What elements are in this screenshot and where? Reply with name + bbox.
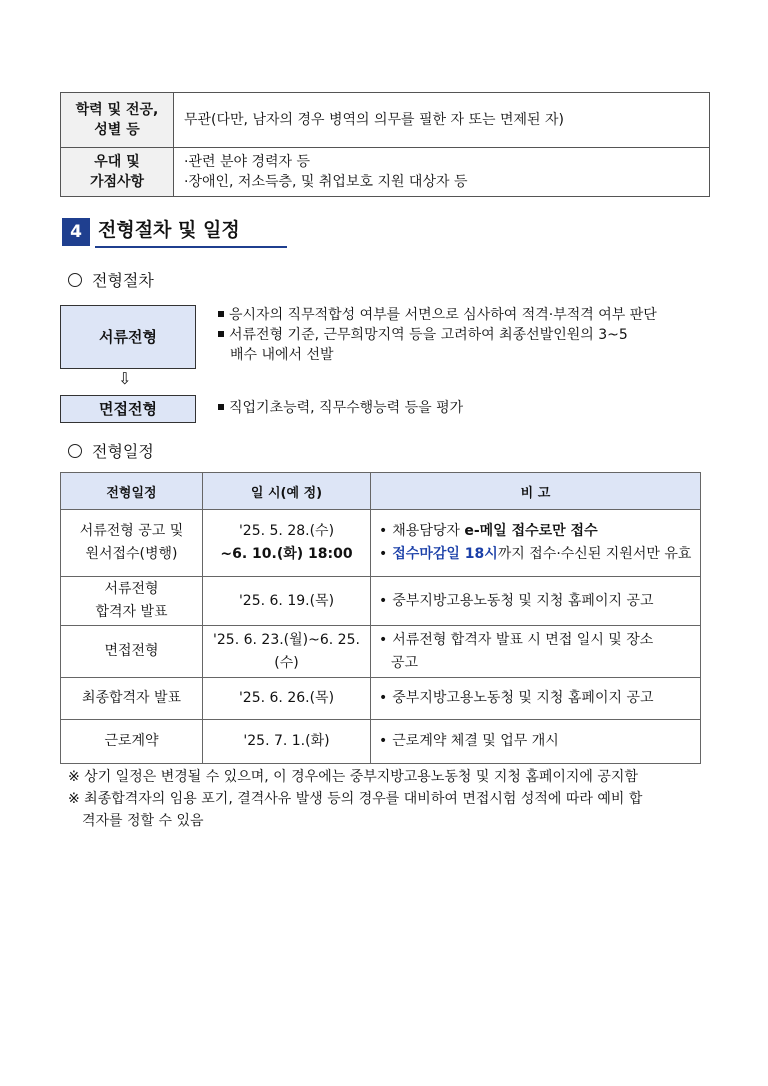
table-row: [61, 510, 701, 577]
column-header: 일 시(예 정): [203, 473, 371, 510]
note-text: 근로계약 체결 및 업무 개시: [392, 733, 559, 749]
bullet-text: 서류전형 기준, 근무희망지역 등을 고려하여 최종선발인원의 3~5: [229, 327, 628, 343]
row-header: [61, 93, 174, 148]
header-line: 학력 및 전공,: [75, 102, 159, 118]
stage-cell: 최종합격자 발표: [61, 678, 203, 720]
row-value: [174, 148, 710, 197]
note-cell: [371, 510, 701, 577]
note-text: 공고: [391, 654, 419, 671]
note-line: • 서류전형 합격자 발표 시 면접 일시 및 장소: [379, 631, 654, 648]
column-header: 전형일정: [61, 473, 203, 510]
stage-document-box: 서류전형: [60, 305, 196, 369]
note-cell: • 중부지방고용노동청 및 지청 홈페이지 공고: [371, 577, 701, 626]
bullet-text: 배수 내에서 선발: [230, 347, 334, 363]
date-cell: [203, 510, 371, 577]
cell-line: 합격자 발표: [95, 604, 168, 620]
square-bullet-icon: [218, 404, 224, 410]
cell-line: '25. 5. 28.(수): [238, 523, 335, 539]
cell-line: 서류전형: [104, 581, 159, 597]
cell-line: 서류전형 공고 및: [79, 523, 184, 539]
circle-bullet-icon: [68, 444, 82, 458]
table-row: [61, 678, 701, 720]
table-row: [61, 148, 710, 197]
schedule-subtitle: [68, 441, 154, 463]
stage-cell: [61, 577, 203, 626]
section-number-badge: 4: [62, 218, 90, 246]
note-line: • 접수마감일 18시까지 접수·수신된 지원서만 유효: [379, 546, 692, 562]
stage-cell: 근로계약: [61, 720, 203, 764]
header-line: 성별 등: [94, 122, 140, 138]
footnote-line: ※ 최종합격자의 임용 포기, 결격사유 발생 등의 경우를 대비하여 면접시험 성적에 따라 예비 합: [68, 791, 643, 807]
circle-bullet-icon: [68, 273, 82, 287]
requirements-table: [60, 92, 710, 197]
note-text: 까지 접수·수신된 지원서만 유효: [497, 546, 692, 562]
table-row: [61, 93, 710, 148]
note-cell: • 근로계약 체결 및 업무 개시: [371, 720, 701, 764]
cell-line: ~6. 10.(화) 18:00: [220, 546, 353, 562]
table-header-row: [61, 473, 701, 510]
bullet-text: 응시자의 직무적합성 여부를 서면으로 심사하여 적격·부적격 여부 판단: [229, 307, 657, 323]
stage-cell: 면접전형: [61, 626, 203, 678]
section-title: 전형절차 및 일정: [98, 219, 240, 241]
note-text-highlight: 접수마감일 18시: [392, 546, 498, 562]
note-text: 서류전형 합격자 발표 시 면접 일시 및 장소: [392, 631, 654, 648]
stage-interview-box: 면접전형: [60, 395, 196, 423]
table-row: [61, 626, 701, 678]
date-cell: '25. 7. 1.(화): [203, 720, 371, 764]
value-line: ·장애인, 저소득층, 및 취업보호 지원 대상자 등: [184, 174, 468, 190]
stage-interview-description: [218, 398, 463, 418]
note-cell: [371, 626, 701, 678]
date-cell: '25. 6. 23.(월)~6. 25.(수): [203, 626, 371, 678]
column-header: 비 고: [371, 473, 701, 510]
cell-line: 원서접수(병행): [85, 546, 178, 562]
header-line: 가점사항: [89, 174, 145, 190]
value-line: ·관련 분야 경력자 등: [184, 154, 310, 170]
procedure-subtitle: [68, 270, 154, 292]
bullet-text: 직업기초능력, 직무수행능력 등을 평가: [229, 400, 464, 416]
stage-document-description: [218, 305, 718, 365]
note-text-emphasis: e-메일 접수로만 접수: [464, 523, 598, 539]
section-underline: [95, 246, 287, 248]
square-bullet-icon: [218, 311, 224, 317]
footnotes: [68, 766, 718, 832]
table-row: [61, 577, 701, 626]
bullet-item: [218, 345, 718, 365]
footnote-line: ※ 상기 일정은 변경될 수 있으며, 이 경우에는 중부지방고용노동청 및 지청 홈페이지에 공지함: [68, 769, 638, 785]
row-header: [61, 148, 174, 197]
stage-cell: [61, 510, 203, 577]
procedure-subtitle-text: 전형절차: [92, 271, 154, 290]
date-cell: '25. 6. 19.(목): [203, 577, 371, 626]
table-row: [61, 720, 701, 764]
bullet-item: [218, 325, 718, 345]
schedule-table: [60, 472, 701, 764]
schedule-subtitle-text: 전형일정: [92, 442, 154, 461]
note-line: • 채용담당자 e-메일 접수로만 접수: [379, 523, 598, 539]
note-text: 채용담당자: [392, 523, 465, 539]
header-line: 우대 및: [94, 154, 140, 170]
bullet-item: [218, 305, 718, 325]
date-cell: '25. 6. 26.(목): [203, 678, 371, 720]
down-arrow-icon: ⇩: [118, 369, 132, 388]
note-cell: • 중부지방고용노동청 및 지청 홈페이지 공고: [371, 678, 701, 720]
note-line: [379, 652, 699, 675]
note-text: 중부지방고용노동청 및 지청 홈페이지 공고: [392, 690, 654, 706]
note-text: 중부지방고용노동청 및 지청 홈페이지 공고: [392, 592, 654, 609]
row-value: 무관(다만, 남자의 경우 병역의 의무를 필한 자 또는 면제된 자): [174, 93, 710, 148]
footnote-line: 격자를 정할 수 있음: [82, 813, 204, 829]
square-bullet-icon: [218, 331, 224, 337]
